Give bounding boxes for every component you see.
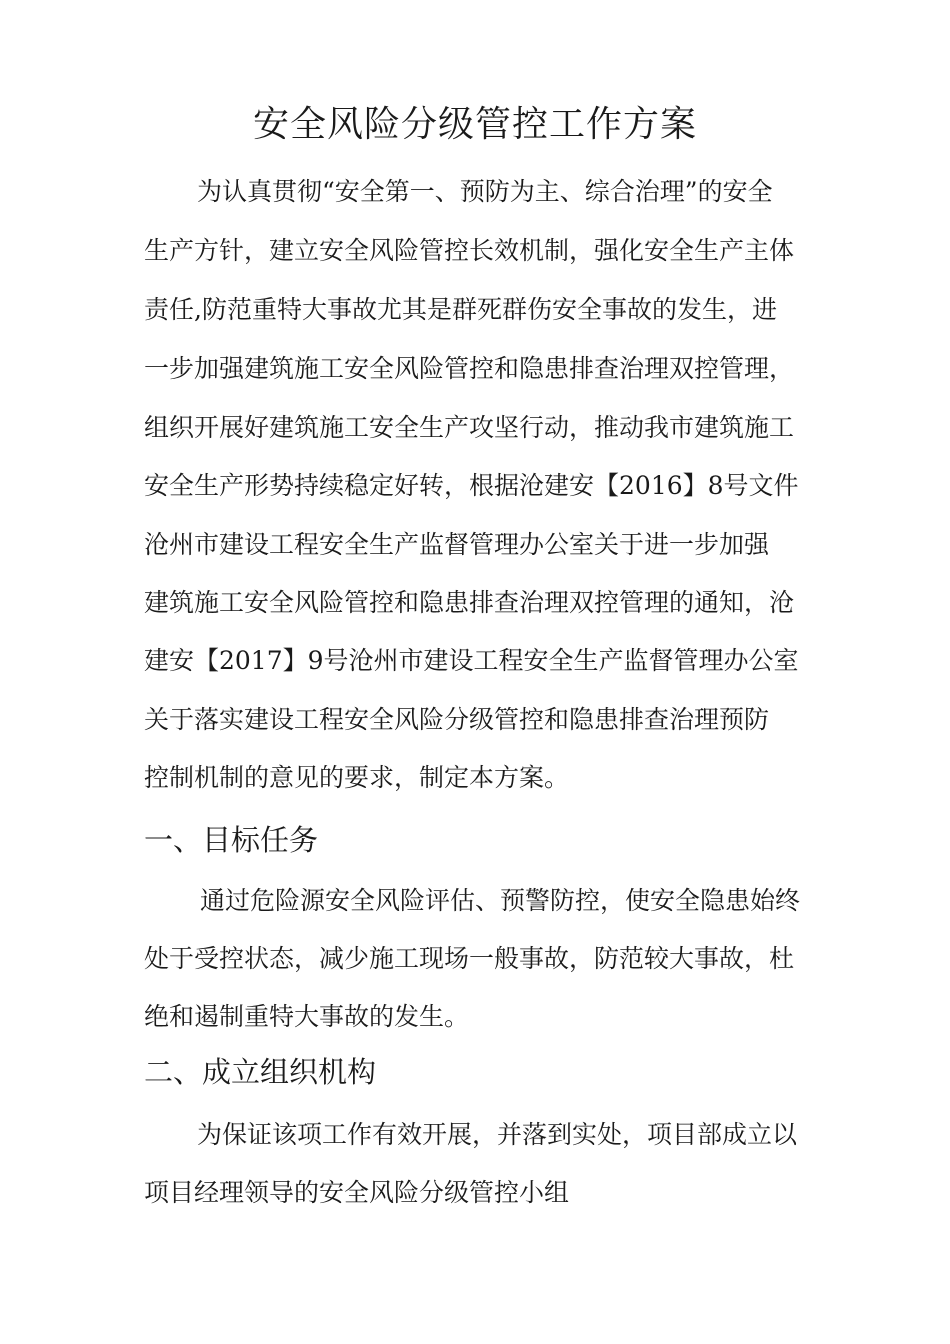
intro-line: 建筑施工安全风险管控和隐患排查治理双控管理的通知，沧 bbox=[144, 588, 795, 617]
intro-line: 生产方针，建立安全风险管控长效机制，强化安全生产主体 bbox=[144, 236, 795, 265]
section1-line: 通过危险源安全风险评估、预警防控，使安全隐患始终 bbox=[200, 886, 801, 915]
intro-line: 沧州市建设工程安全生产监督管理办公室关于进一步加强 bbox=[144, 530, 770, 559]
intro-line: 关于落实建设工程安全风险分级管控和隐患排查治理预防 bbox=[144, 705, 770, 734]
intro-line: 一步加强建筑施工安全风险管控和隐患排查治理双控管理， bbox=[144, 354, 795, 383]
section1-line: 处于受控状态，减少施工现场一般事故，防范较大事故，杜 bbox=[144, 944, 795, 973]
intro-line: 组织开展好建筑施工安全生产攻坚行动，推动我市建筑施工 bbox=[144, 413, 795, 442]
intro-line: 建安【2017】9号沧州市建设工程安全生产监督管理办公室 bbox=[144, 646, 799, 675]
section-heading-organization: 二、成立组织机构 bbox=[144, 1055, 377, 1089]
section1-line: 绝和遏制重特大事故的发生。 bbox=[144, 1002, 470, 1031]
section2-line: 项目经理领导的安全风险分级管控小组 bbox=[144, 1178, 570, 1207]
intro-line: 控制机制的意见的要求，制定本方案。 bbox=[144, 763, 570, 792]
intro-line: 责任,防范重特大事故尤其是群死群伤安全事故的发生，进 bbox=[144, 295, 777, 324]
intro-line: 安全生产形势持续稳定好转，根据沧建安【2016】8号文件 bbox=[144, 471, 799, 500]
section2-line: 为保证该项工作有效开展，并落到实处，项目部成立以 bbox=[197, 1120, 798, 1149]
document-title: 安全风险分级管控工作方案 bbox=[252, 104, 697, 145]
intro-line: 为认真贯彻“安全第一、预防为主、综合治理”的安全 bbox=[197, 177, 773, 206]
section-heading-goals: 一、目标任务 bbox=[144, 823, 319, 857]
